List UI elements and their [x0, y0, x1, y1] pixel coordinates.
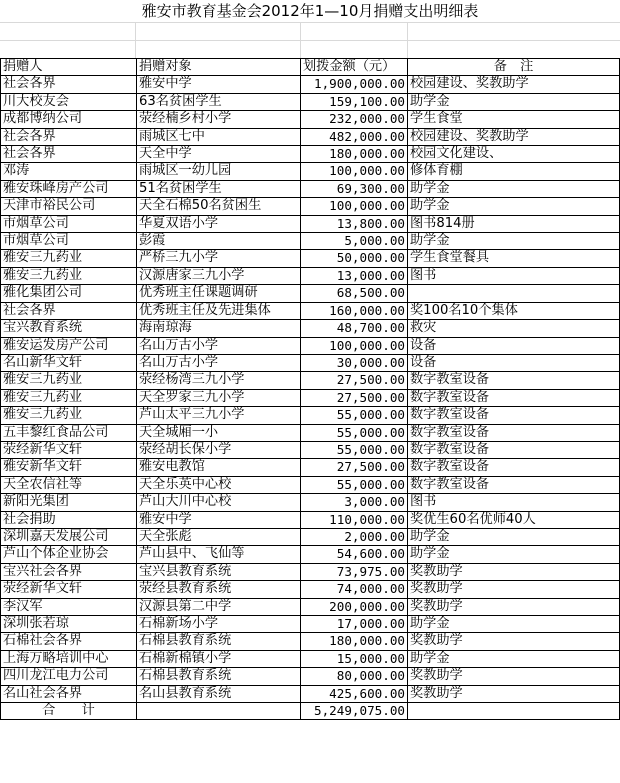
cell-recipient[interactable]: 雅安中学 — [137, 511, 301, 528]
cell-recipient[interactable]: 石棉新场小学 — [137, 616, 301, 633]
cell-amount[interactable]: 55,000.00 — [301, 441, 408, 458]
table-row — [1, 441, 620, 458]
cell-amount[interactable]: 100,000.00 — [301, 337, 408, 354]
cell-donor[interactable]: 石棉社会各界 — [1, 633, 137, 650]
table-row — [1, 198, 620, 215]
cell-amount[interactable]: 50,000.00 — [301, 250, 408, 267]
cell-note[interactable]: 校园文化建设、 — [408, 146, 620, 163]
cell-recipient[interactable]: 华夏双语小学 — [137, 215, 301, 232]
cell-amount[interactable]: 100,000.00 — [301, 163, 408, 180]
cell-recipient[interactable]: 63名贫困学生 — [137, 93, 301, 110]
table-row — [1, 511, 620, 528]
cell-note[interactable]: 图书814册 — [408, 215, 620, 232]
table-row — [1, 233, 620, 250]
cell-amount[interactable]: 110,000.00 — [301, 511, 408, 528]
cell-recipient[interactable]: 天全罗家三九小学 — [137, 389, 301, 406]
table-row — [1, 650, 620, 667]
cell-amount[interactable]: 482,000.00 — [301, 128, 408, 145]
cell-donor[interactable]: 深圳嘉天发展公司 — [1, 528, 137, 545]
cell-note[interactable]: 助学金 — [408, 198, 620, 215]
table-row — [1, 250, 620, 267]
total-amount[interactable]: 5,249,075.00 — [301, 703, 408, 720]
cell-donor[interactable]: 市烟草公司 — [1, 233, 137, 250]
cell-recipient[interactable]: 彭霞 — [137, 233, 301, 250]
cell-recipient[interactable]: 名山万古小学 — [137, 337, 301, 354]
table-row — [1, 424, 620, 441]
cell-amount[interactable]: 232,000.00 — [301, 111, 408, 128]
table-row — [1, 163, 620, 180]
cell-amount[interactable]: 200,000.00 — [301, 598, 408, 615]
table-row — [1, 494, 620, 511]
cell-donor[interactable]: 四川龙江电力公司 — [1, 668, 137, 685]
empty-row[interactable] — [0, 22, 620, 40]
cell-amount[interactable]: 1,900,000.00 — [301, 76, 408, 93]
table-row — [1, 546, 620, 563]
table-row — [1, 267, 620, 284]
cell-donor[interactable]: 深圳张若琼 — [1, 616, 137, 633]
cell-donor[interactable]: 天津市裕民公司 — [1, 198, 137, 215]
cell-recipient[interactable]: 优秀班主任及先进集体 — [137, 302, 301, 319]
table-row — [1, 146, 620, 163]
cell-amount[interactable]: 80,000.00 — [301, 668, 408, 685]
table-row — [1, 581, 620, 598]
table-row — [1, 337, 620, 354]
cell-donor[interactable]: 雅安三九药业 — [1, 372, 137, 389]
cell-amount[interactable]: 55,000.00 — [301, 407, 408, 424]
cell-note[interactable]: 助学金 — [408, 180, 620, 197]
cell-amount[interactable]: 54,600.00 — [301, 546, 408, 563]
cell-recipient[interactable]: 雨城区一幼儿园 — [137, 163, 301, 180]
table-row — [1, 616, 620, 633]
cell-note[interactable]: 设备 — [408, 354, 620, 371]
cell-recipient[interactable]: 荥经杨湾三九小学 — [137, 372, 301, 389]
cell-donor[interactable]: 社会各界 — [1, 128, 137, 145]
cell-recipient[interactable]: 天全乐英中心校 — [137, 476, 301, 493]
table-row — [1, 285, 620, 302]
cell-note[interactable]: 学生食堂 — [408, 111, 620, 128]
cell-recipient[interactable]: 汉源县第二中学 — [137, 598, 301, 615]
cell-donor[interactable]: 雅化集团公司 — [1, 285, 137, 302]
table-row — [1, 459, 620, 476]
cell-donor[interactable]: 宝兴社会各界 — [1, 563, 137, 580]
cell-amount[interactable]: 5,000.00 — [301, 233, 408, 250]
cell-recipient[interactable]: 荥经胡长保小学 — [137, 441, 301, 458]
cell-note[interactable]: 数字教室设备 — [408, 424, 620, 441]
table-row — [1, 111, 620, 128]
cell-donor[interactable]: 上海万略培训中心 — [1, 650, 137, 667]
cell-donor[interactable]: 雅安珠峰房产公司 — [1, 180, 137, 197]
cell-donor[interactable]: 川大校友会 — [1, 93, 137, 110]
cell-donor[interactable]: 李汉军 — [1, 598, 137, 615]
cell-donor[interactable]: 社会各界 — [1, 302, 137, 319]
cell-note[interactable]: 奖教助学 — [408, 668, 620, 685]
cell-amount[interactable]: 68,500.00 — [301, 285, 408, 302]
cell-amount[interactable]: 74,000.00 — [301, 581, 408, 598]
cell-donor[interactable]: 雅安三九药业 — [1, 389, 137, 406]
cell-note[interactable]: 图书 — [408, 267, 620, 284]
cell-donor[interactable]: 芦山个体企业协会 — [1, 546, 137, 563]
cell-recipient[interactable]: 芦山大川中心校 — [137, 494, 301, 511]
cell-amount[interactable]: 180,000.00 — [301, 146, 408, 163]
cell-amount[interactable]: 55,000.00 — [301, 476, 408, 493]
cell-donor[interactable]: 市烟草公司 — [1, 215, 137, 232]
cell-note[interactable]: 助学金 — [408, 93, 620, 110]
table-row — [1, 76, 620, 93]
cell-donor[interactable]: 雅安三九药业 — [1, 250, 137, 267]
table-row — [1, 389, 620, 406]
cell-note[interactable]: 奖教助学 — [408, 581, 620, 598]
cell-amount[interactable]: 160,000.00 — [301, 302, 408, 319]
cell-note[interactable]: 数字教室设备 — [408, 407, 620, 424]
cell-donor[interactable]: 雅安运发房产公司 — [1, 337, 137, 354]
cell-donor[interactable]: 成都博纳公司 — [1, 111, 137, 128]
cell-note[interactable]: 奖100名10个集体 — [408, 302, 620, 319]
cell-note[interactable]: 数字教室设备 — [408, 389, 620, 406]
cell-amount[interactable]: 48,700.00 — [301, 320, 408, 337]
header-recipient[interactable]: 捐赠对象 — [137, 59, 301, 76]
total-label[interactable]: 合 计 — [1, 703, 137, 720]
cell-recipient[interactable]: 雅安电教馆 — [137, 459, 301, 476]
cell-note[interactable]: 数字教室设备 — [408, 459, 620, 476]
cell-note[interactable]: 助学金 — [408, 233, 620, 250]
total-empty-cell[interactable] — [137, 703, 301, 720]
cell-recipient[interactable]: 海南琼海 — [137, 320, 301, 337]
cell-amount[interactable]: 27,500.00 — [301, 372, 408, 389]
cell-amount[interactable]: 13,800.00 — [301, 215, 408, 232]
table-row — [1, 685, 620, 702]
table-row — [1, 354, 620, 371]
cell-amount[interactable]: 69,300.00 — [301, 180, 408, 197]
cell-recipient[interactable]: 51名贫困学生 — [137, 180, 301, 197]
header-donor[interactable]: 捐赠人 — [1, 59, 137, 76]
cell-recipient[interactable]: 雨城区七中 — [137, 128, 301, 145]
table-row — [1, 528, 620, 545]
cell-donor[interactable]: 五丰黎红食品公司 — [1, 424, 137, 441]
cell-note[interactable]: 助学金 — [408, 528, 620, 545]
cell-donor[interactable]: 宝兴教育系统 — [1, 320, 137, 337]
table-row — [1, 407, 620, 424]
cell-note[interactable]: 校园建设、奖教助学 — [408, 128, 620, 145]
cell-recipient[interactable]: 雅安中学 — [137, 76, 301, 93]
table-row — [1, 128, 620, 145]
cell-recipient[interactable]: 宝兴县教育系统 — [137, 563, 301, 580]
table-row — [1, 215, 620, 232]
cell-note[interactable] — [408, 285, 620, 302]
total-row — [1, 703, 620, 720]
cell-recipient[interactable]: 石棉县教育系统 — [137, 668, 301, 685]
cell-recipient[interactable]: 天全张彪 — [137, 528, 301, 545]
table-row — [1, 633, 620, 650]
cell-note[interactable]: 助学金 — [408, 650, 620, 667]
cell-donor[interactable]: 荥经新华文轩 — [1, 441, 137, 458]
cell-amount[interactable]: 27,500.00 — [301, 389, 408, 406]
header-amount[interactable]: 划拨金额（元） — [301, 59, 408, 76]
cell-recipient[interactable]: 荥经县教育系统 — [137, 581, 301, 598]
cell-recipient[interactable]: 汉源唐家三九小学 — [137, 267, 301, 284]
table-title: 雅安市教育基金会2012年1—10月捐赠支出明细表 — [141, 2, 479, 20]
cell-amount[interactable]: 2,000.00 — [301, 528, 408, 545]
cell-donor[interactable]: 名山新华文轩 — [1, 354, 137, 371]
cell-note[interactable]: 修体育棚 — [408, 163, 620, 180]
cell-donor[interactable]: 名山社会各界 — [1, 685, 137, 702]
table-row — [1, 563, 620, 580]
cell-recipient[interactable]: 荥经楠乡村小学 — [137, 111, 301, 128]
cell-donor[interactable]: 荥经新华文轩 — [1, 581, 137, 598]
cell-amount[interactable]: 13,000.00 — [301, 267, 408, 284]
cell-recipient[interactable]: 石棉县教育系统 — [137, 633, 301, 650]
cell-recipient[interactable]: 名山万古小学 — [137, 354, 301, 371]
cell-donor[interactable]: 雅安三九药业 — [1, 407, 137, 424]
header-note[interactable]: 备 注 — [408, 59, 620, 76]
cell-recipient[interactable]: 芦山太平三九小学 — [137, 407, 301, 424]
cell-recipient[interactable]: 严桥三九小学 — [137, 250, 301, 267]
total-note-cell[interactable] — [408, 703, 620, 720]
cell-donor[interactable]: 雅安新华文轩 — [1, 459, 137, 476]
cell-amount[interactable]: 17,000.00 — [301, 616, 408, 633]
cell-amount[interactable]: 159,100.00 — [301, 93, 408, 110]
table-row — [1, 180, 620, 197]
cell-note[interactable]: 奖教助学 — [408, 598, 620, 615]
cell-donor[interactable]: 雅安三九药业 — [1, 267, 137, 284]
cell-recipient[interactable]: 芦山县中、飞仙等 — [137, 546, 301, 563]
table-row — [1, 668, 620, 685]
cell-amount[interactable]: 100,000.00 — [301, 198, 408, 215]
cell-amount[interactable]: 3,000.00 — [301, 494, 408, 511]
cell-amount[interactable]: 180,000.00 — [301, 633, 408, 650]
cell-note[interactable]: 设备 — [408, 337, 620, 354]
cell-note[interactable]: 助学金 — [408, 546, 620, 563]
cell-note[interactable]: 救灾 — [408, 320, 620, 337]
cell-amount[interactable]: 30,000.00 — [301, 354, 408, 371]
cell-donor[interactable]: 社会各界 — [1, 146, 137, 163]
donation-table — [0, 58, 620, 720]
cell-note[interactable]: 校园建设、奖教助学 — [408, 76, 620, 93]
cell-recipient[interactable]: 天全中学 — [137, 146, 301, 163]
table-row — [1, 598, 620, 615]
cell-recipient[interactable]: 优秀班主任课题调研 — [137, 285, 301, 302]
header-row — [1, 59, 620, 76]
cell-amount[interactable]: 15,000.00 — [301, 650, 408, 667]
cell-donor[interactable]: 天全农信社等 — [1, 476, 137, 493]
cell-note[interactable]: 数字教室设备 — [408, 476, 620, 493]
cell-recipient[interactable]: 石棉新棉镇小学 — [137, 650, 301, 667]
cell-donor[interactable]: 社会各界 — [1, 76, 137, 93]
cell-note[interactable]: 数字教室设备 — [408, 372, 620, 389]
cell-recipient[interactable]: 天全城厢一小 — [137, 424, 301, 441]
cell-note[interactable]: 奖教助学 — [408, 685, 620, 702]
cell-recipient[interactable]: 天全石棉50名贫困生 — [137, 198, 301, 215]
cell-donor[interactable]: 邓涛 — [1, 163, 137, 180]
cell-note[interactable]: 奖优生60名优师40人 — [408, 511, 620, 528]
table-row — [1, 476, 620, 493]
cell-donor[interactable]: 社会捐助 — [1, 511, 137, 528]
cell-note[interactable]: 奖教助学 — [408, 563, 620, 580]
cell-note[interactable]: 图书 — [408, 494, 620, 511]
cell-donor[interactable]: 新阳光集团 — [1, 494, 137, 511]
cell-note[interactable]: 学生食堂餐具 — [408, 250, 620, 267]
table-row — [1, 320, 620, 337]
table-row — [1, 302, 620, 319]
cell-amount[interactable]: 425,600.00 — [301, 685, 408, 702]
cell-recipient[interactable]: 名山县教育系统 — [137, 685, 301, 702]
cell-note[interactable]: 助学金 — [408, 616, 620, 633]
empty-row[interactable] — [0, 40, 620, 58]
cell-note[interactable]: 奖教助学 — [408, 633, 620, 650]
cell-amount[interactable]: 27,500.00 — [301, 459, 408, 476]
table-row — [1, 372, 620, 389]
cell-amount[interactable]: 55,000.00 — [301, 424, 408, 441]
table-row — [1, 93, 620, 110]
cell-note[interactable]: 数字教室设备 — [408, 441, 620, 458]
cell-amount[interactable]: 73,975.00 — [301, 563, 408, 580]
